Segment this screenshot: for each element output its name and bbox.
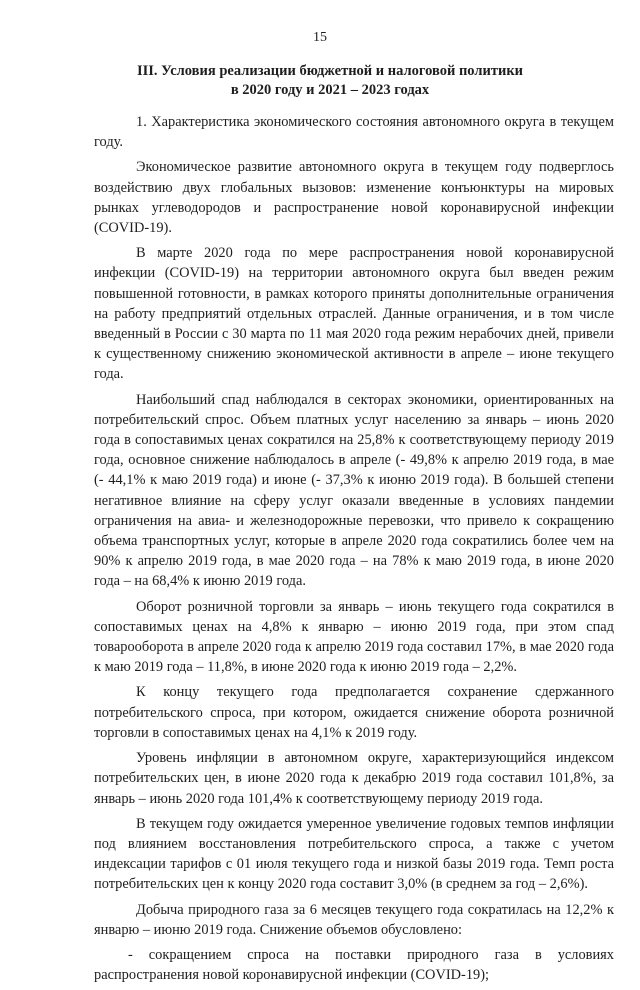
paragraph-1: 1. Характеристика экономического состояния автономного округа в текущем году.: [94, 114, 614, 151]
section-heading: [95, 62, 565, 100]
paragraph-5: Оборот розничной торговли за январь – июнь текущего года сократился в сопоставимых ценах на 4,8% к январю – июню 2019 года, при этом спад товарооборота в апреле 2020 года к апрелю 2019 года составил 17%, в мае 2020 года к маю 2019 года – 11,8%, в июне 2020 года к июню 2019 года – 2,2%.: [94, 598, 614, 676]
page-number: 15: [313, 30, 327, 45]
paragraph-4: Наибольший спад наблюдался в секторах экономики, ориентированных на потребительский спрос. Объем платных услуг населению за январь – июнь 2020 года в сопоставимых ценах сократился на 25,8% к соответствующему периоду 2019 года, основное снижение наблюдалось в апреле (- 49,8% к апрелю 2019 года, в мае (- 44,1% к маю 2019 года) и июне (- 37,3% к июню 2019 года). В большей степени негативное влияние на сферу услуг оказали введенные в условиях пандемии ограничения на авиа- и железнодорожные перевозки, что привело к сокращению объема транспортных услуг, которые в апреле 2020 года сократились более чем на 90% к апрелю 2019 года, в мае 2020 года – на 78% к маю 2019 года, в июне 2020 года – на 68,4% к июню 2019 года.: [94, 391, 614, 590]
section-heading-line-2: в 2020 году и 2021 – 2023 годах: [230, 82, 430, 98]
paragraph-3: В марте 2020 года по мере распространения новой коронавирусной инфекции (COVID-19) на территории автономного округа был введен режим повышенной готовности, в рамках которого приняты дополнительные ограничения на работу предприятий отдельных отраслей. Данные ограничения, и в том числе введенный в России с 30 марта по 11 мая 2020 года режим нерабочих дней, привели к существенному снижению экономической активности в апреле – июне текущего года.: [94, 245, 614, 383]
paragraph-6: К концу текущего года предполагается сохранение сдержанного потребительского спроса, при котором, ожидается снижение оборота розничной торговли в сопоставимых ценах на 4,1% к 2019 году.: [94, 684, 614, 741]
paragraph-9: Добыча природного газа за 6 месяцев текущего года сократилась на 12,2% к январю – июню 2019 года. Снижение объемов обусловлено:: [94, 901, 614, 938]
bullet-item-1: - сокращением спроса на поставки природного газа в условиях распространения новой коронавирусной инфекции (COVID-19);: [94, 946, 614, 984]
paragraph-8: В текущем году ожидается умеренное увеличение годовых темпов инфляции под влиянием восстановления потребительского спроса, а также с учетом индексации тарифов с 01 июля текущего года и низкой базы 2019 года. Темп роста потребительских цен к концу 2020 года составит 3,0% (в среднем за год – 2,6%).: [94, 815, 614, 893]
paragraph-7: Уровень инфляции в автономном округе, характеризующийся индексом потребительских цен, в июне 2020 года к декабрю 2019 года составил 101,8%, за январь – июнь 2020 года 101,4% к соответствующему периоду 2019 года.: [94, 750, 614, 807]
section-heading-line-1: III. Условия реализации бюджетной и налоговой политики: [136, 63, 524, 79]
document-body: [94, 112, 614, 990]
paragraph-2: Экономическое развитие автономного округа в текущем году подверглось воздействию двух глобальных вызовов: изменение конъюнктуры на мировых рынках углеводородов и распространение новой коронавирусной инфекции (COVID-19).: [94, 159, 614, 237]
